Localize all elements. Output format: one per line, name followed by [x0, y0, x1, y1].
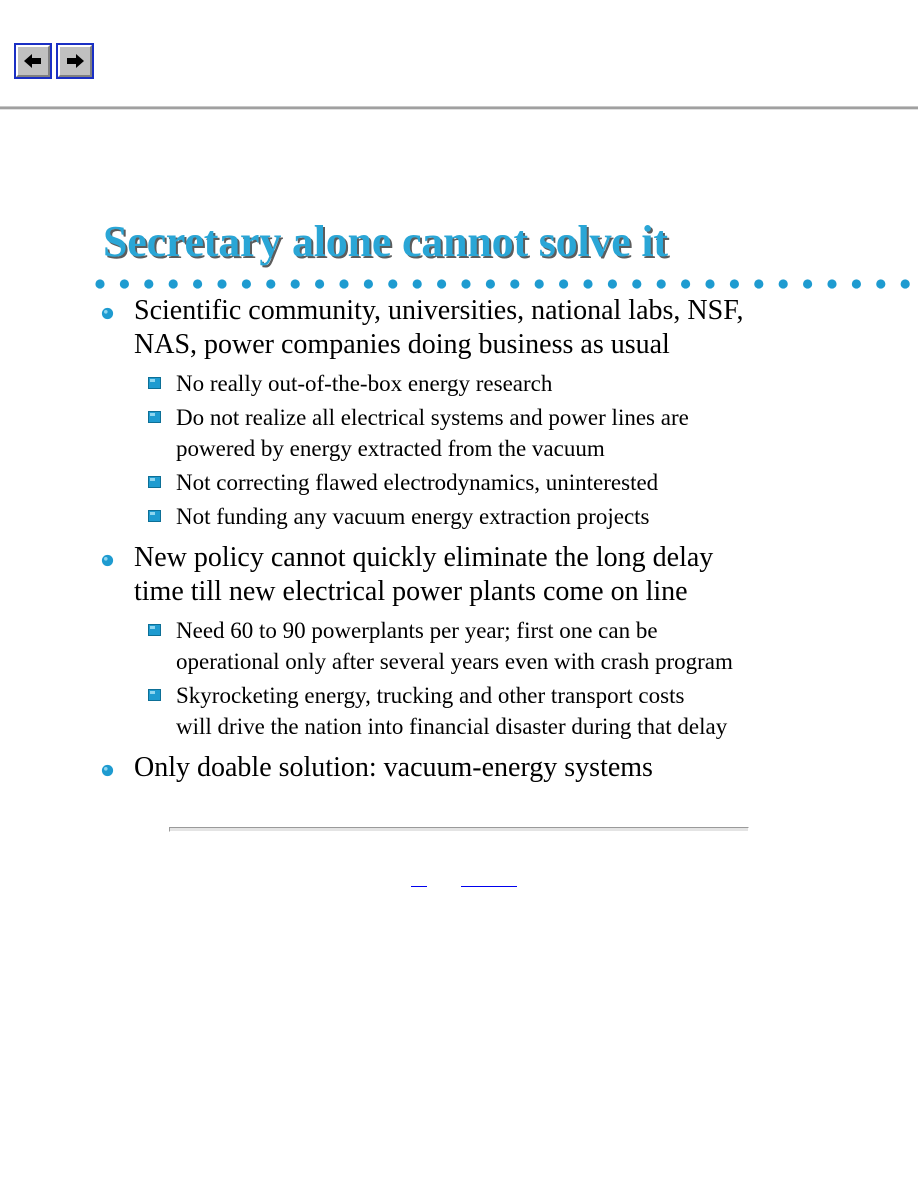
divider-dot — [169, 279, 178, 288]
arrow-left-icon — [23, 53, 43, 69]
sub-bullet-item — [0, 368, 918, 399]
divider-dot — [705, 279, 714, 288]
divider-dot — [486, 279, 495, 288]
sub-bullet-text: Not funding any vacuum energy extraction projects — [176, 504, 650, 529]
divider-dot — [559, 279, 568, 288]
footer-divider — [169, 827, 749, 832]
divider-dot — [681, 279, 690, 288]
sub-bullet-item — [0, 467, 918, 498]
square-bullet-icon — [148, 411, 161, 423]
divider-dot — [364, 279, 373, 288]
divider-dot — [535, 279, 544, 288]
divider-dot — [193, 279, 202, 288]
divider-dot — [339, 279, 348, 288]
divider-dot — [730, 279, 739, 288]
round-bullet-icon — [101, 554, 114, 567]
square-bullet-icon — [148, 510, 161, 522]
bullet-item — [0, 541, 918, 609]
divider-dot — [144, 279, 153, 288]
divider-dot — [217, 279, 226, 288]
sub-bullet-text: Need 60 to 90 powerplants per year; first one can be — [176, 618, 658, 643]
divider-dot — [437, 279, 446, 288]
divider-dot — [901, 279, 910, 288]
header-divider — [0, 106, 918, 110]
sub-bullet-text: Do not realize all electrical systems and power lines are — [176, 405, 689, 430]
bullet-item — [0, 294, 918, 362]
divider-dot — [876, 279, 885, 288]
divider-dot — [461, 279, 470, 288]
round-bullet-icon — [101, 764, 114, 777]
bullet-text: New policy cannot quickly eliminate the long delay — [134, 542, 714, 573]
divider-dot — [291, 279, 300, 288]
sub-bullet-item — [0, 615, 918, 677]
sub-bullet-item — [0, 501, 918, 532]
sub-bullet-text: will drive the nation into financial disaster during that delay — [176, 714, 728, 739]
sub-bullet-text: No really out-of-the-box energy research — [176, 371, 553, 396]
previous-slide-button[interactable] — [14, 43, 52, 79]
sub-bullet-text: Not correcting flawed electrodynamics, uninterested — [176, 470, 659, 495]
bullet-text: Only doable solution: vacuum-energy systems — [134, 752, 653, 783]
bullet-text: NAS, power companies doing business as usual — [134, 329, 670, 360]
sub-bullet-item — [0, 402, 918, 464]
arrow-right-icon — [65, 53, 85, 69]
divider-dot — [779, 279, 788, 288]
divider-dot — [120, 279, 129, 288]
slide-title: Secretary alone cannot solve it — [103, 217, 668, 266]
sub-bullet-text: powered by energy extracted from the vacuum — [176, 436, 605, 461]
divider-dot — [315, 279, 324, 288]
square-bullet-icon — [148, 689, 161, 701]
divider-dot — [510, 279, 519, 288]
square-bullet-icon — [148, 476, 161, 488]
divider-dot — [632, 279, 641, 288]
round-bullet-icon — [101, 307, 114, 320]
divider-dot — [95, 279, 104, 288]
slide-content — [0, 294, 918, 785]
divider-dot — [803, 279, 812, 288]
divider-dot — [608, 279, 617, 288]
divider-dot — [754, 279, 763, 288]
nav-bar — [14, 43, 94, 79]
square-bullet-icon — [148, 624, 161, 636]
next-slide-button[interactable] — [56, 43, 94, 79]
divider-dot — [413, 279, 422, 288]
divider-dot — [242, 279, 251, 288]
divider-dot — [827, 279, 836, 288]
divider-dot — [266, 279, 275, 288]
divider-dot — [388, 279, 397, 288]
footer-link-2[interactable] — [461, 872, 578, 890]
dotted-divider — [94, 278, 918, 290]
bullet-text: Scientific community, universities, national labs, NSF, — [134, 295, 744, 326]
sub-bullet-text: operational only after several years even with crash program — [176, 649, 733, 674]
footer-link-1[interactable] — [411, 872, 444, 890]
bullet-text: time till new electrical power plants come on line — [134, 576, 688, 607]
divider-dot — [657, 279, 666, 288]
sub-bullet-item — [0, 680, 918, 742]
bullet-item — [0, 751, 918, 785]
sub-bullet-text: Skyrocketing energy, trucking and other transport costs — [176, 683, 685, 708]
square-bullet-icon — [148, 377, 161, 389]
divider-dot — [852, 279, 861, 288]
divider-dot — [583, 279, 592, 288]
